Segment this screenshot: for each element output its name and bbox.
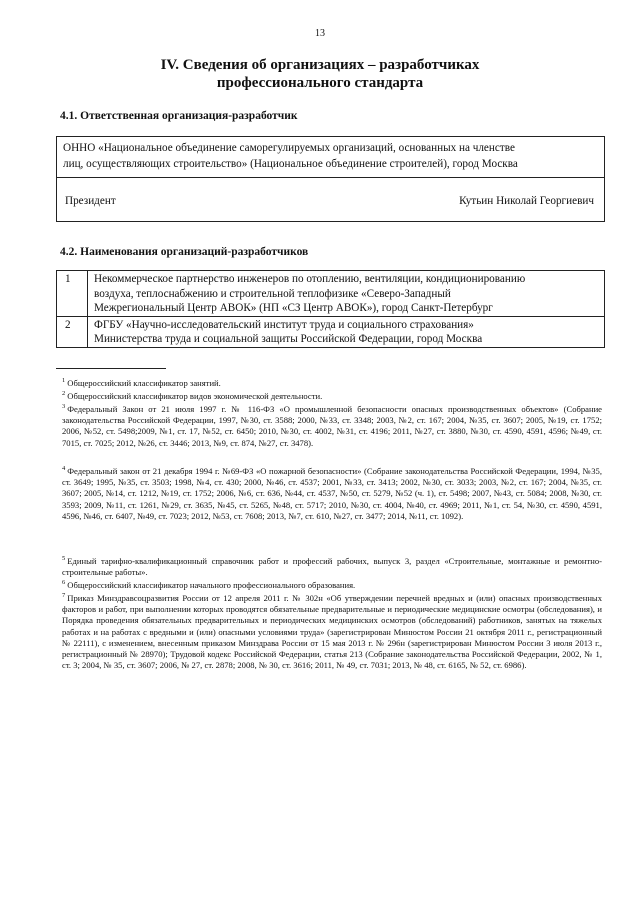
footnote-divider: [56, 368, 166, 369]
footnote-text: Федеральный Закон от 21 июля 1997 г. № 116-ФЗ «О промышленной безопасности опасных производственных объектов» (Собрание законодательства Российской Федерации, 1997, №30, ст. 3588; 2000, №33, ст. 3348; 2003, №2, ст. 167; 2004, №35, ст. 3607; 2005, №19, ст. 1752; 2006, №52, ст. 5498;2009, №1, ст. 17, №52, ст. 6450; 2010, №30, ст. 4002, №31, ст. 4196; 2011, №27, ст. 3880, №30, ст. 4590, 4591, 4596; №49, ст. 7015, ст. 7025; 2012, №26, ст. 3446; 2013, №9, ст. 874, №27, ст. 3478).: [62, 404, 602, 448]
footnote-text: Общероссийский классификатор занятий.: [67, 378, 221, 388]
org-line: Некоммерческое партнерство инженеров по отоплению, вентиляции, кондиционированию: [94, 273, 526, 285]
footnote-text: Единый тарифно-квалификационный справочник работ и профессий рабочих, выпуск 3, раздел «Строительные, монтажные и ремонтно-строительные работы».: [62, 556, 602, 578]
org-line: Межрегиональный Центр АВОК» (НП «СЗ Центр АВОК»), город Санкт-Петербург: [94, 302, 493, 314]
footnote-mark: 1: [62, 377, 66, 385]
footnote-5: [62, 556, 602, 578]
table-row: [57, 316, 605, 347]
section-title-line-1: IV. Сведения об организациях – разработчиках: [160, 57, 480, 73]
footnote-mark: 6: [62, 579, 66, 587]
footnote-mark: 7: [62, 592, 66, 600]
section-title: [60, 56, 580, 92]
section-4-2-heading: 4.2. Наименования организаций-разработчиков: [60, 246, 309, 258]
org-line: воздуха, теплоснабжению и строительной теплофизике «Северо-Западный: [94, 287, 451, 300]
footnote-mark: 4: [62, 465, 66, 473]
responsible-org-name: [57, 137, 604, 178]
section-title-line-2: профессионального стандарта: [216, 75, 424, 91]
page-number: 13: [315, 28, 325, 39]
developer-orgs-table: [56, 270, 605, 348]
row-number: 2: [57, 316, 88, 347]
row-number: 1: [57, 271, 88, 317]
footnote-mark: 2: [62, 390, 66, 398]
responsible-org-line-2: лиц, осуществляющих строительство» (Национальное объединение строителей), город Москва: [63, 158, 518, 170]
footnote-text: Приказ Минздравсоцразвития России от 12 апреля 2011 г. № 302н «Об утверждении перечней вредных и (или) опасных производственных факторов и работ, при выполнении которых проводятся обязательные предварительные и периодические медицинские осмотры (обследования), и Порядка проведения обязательных предварительных и периодических медицинских осмотров (обследований) работников, занятых на тяжелых работах и на работах с вредными и (или) опасными условиями труда» (зарегистрирован Минюстом России 21 октября 2011 г., регистрационный № 22111), с изменением, внесенным приказом Минздрава России от 15 мая 2013 г. № 296н (зарегистрирован Минюстом России 3 июля 2013 г., регистрационный № 28970); Трудовой кодекс Российской Федерации, статья 213 (Собрание законодательства Российской Федерации, 2002, № 1, ст. 3; 2004, № 35, ст. 3607; 2006, № 27, ст. 2878; 2008, № 30, ст. 3616; 2011, № 49, ст. 7031; 2013, № 48, ст. 6165, № 52, ст. 6986).: [62, 593, 602, 671]
footnote-7: [62, 593, 602, 671]
footnote-1: [62, 378, 602, 389]
signatory-position: Президент: [65, 195, 116, 207]
footnote-2: [62, 391, 602, 402]
org-line: ФГБУ «Научно-исследовательский институт труда и социального страхования»: [94, 318, 474, 331]
footnote-text: Общероссийский классификатор видов экономической деятельности.: [67, 391, 323, 401]
table-row: [57, 271, 605, 317]
responsible-org-line-1: ОННО «Национальное объединение саморегулируемых организаций, основанных на членстве: [63, 142, 515, 154]
footnote-6: [62, 580, 602, 591]
responsible-org-box: [56, 136, 605, 222]
signatory-name: Кутьин Николай Георгиевич: [459, 195, 594, 207]
org-name-cell: [88, 271, 605, 317]
org-line: Министерства труда и социальной защиты Российской Федерации, город Москва: [94, 333, 483, 345]
footnote-text: Федеральный закон от 21 декабря 1994 г. №69-ФЗ «О пожарной безопасности» (Собрание законодательства Российской Федерации, 1994, №35, ст. 3649; 1995, №35, ст. 3503; 1998, №4, ст. 430; 2000, №46, ст. 4537; 2001, №33, ст. 3413; 2002, №30, ст. 3033; 2003, №2, ст. 167; 2004, №35, ст. 3607; 2005, №14, ст. 1212, №19, ст. 1752; 2006, №6, ст. 636, №44, ст. 4537, №50, ст. 5279, №52 (ч. 1), ст. 5498; 2007, №43, ст. 5084; 2008, №30, ст. 3593; 2009, №11, ст. 1261, №29, ст. 3635, №45, ст. 5265, №48, ст. 5717; 2010, №30, ст. 4004, №40, ст. 4969; 2011, №1, ст. 54, №30, ст. 4590, 4591, 4596, №46, ст. 6407, №49, ст. 7023; 2012, №53, ст. 7608; 2013, №7, ст. 610, №27, ст. 3477; 2014, №11, ст. 1092).: [62, 466, 602, 521]
footnote-3: [62, 404, 602, 449]
footnote-4: [62, 466, 602, 522]
footnote-mark: 5: [62, 555, 66, 563]
footnote-text: Общероссийский классификатор начального профессионального образования.: [67, 580, 356, 590]
org-name-cell: [88, 316, 605, 347]
section-4-1-heading: 4.1. Ответственная организация-разработчик: [60, 110, 298, 122]
footnote-mark: 3: [62, 403, 66, 411]
